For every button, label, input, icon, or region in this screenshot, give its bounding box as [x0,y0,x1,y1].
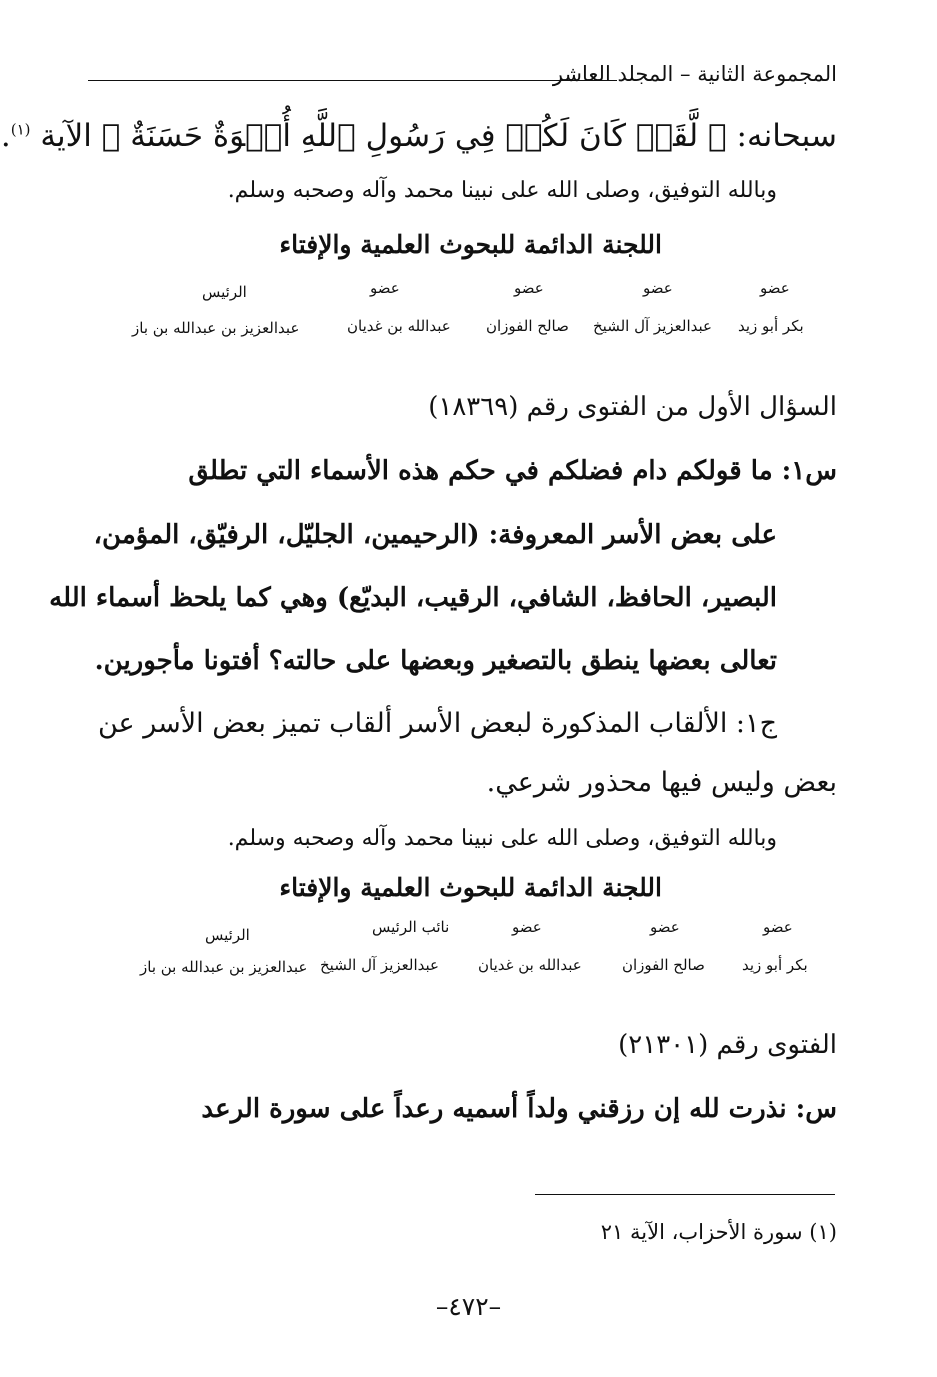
signatory-name: عبدالله بن غديان [478,956,582,974]
question-line: س: نذرت لله إن رزقني ولداً أسميه رعداً على سورة الرعد [201,1094,837,1124]
fatwa-title: السؤال الأول من الفتوى رقم (١٨٣٦٩) [428,392,837,422]
answer-line: ج١: الألقاب المذكورة لبعض الأسر ألقاب تميز بعض الأسر عن [97,708,777,739]
question-line: على بعض الأسر المعروفة: (الرحيمين، الجليّل، الرفيّق، المؤمن، [93,520,777,550]
question-line: س١: ما قولكم دام فضلكم في حكم هذه الأسماء التي تطلق [188,456,837,486]
signatory-name: عبدالعزيز آل الشيخ [593,317,712,335]
closing-formula-1: وبالله التوفيق، وصلى الله على نبينا محمد وآله وصحبه وسلم. [227,178,777,203]
footnote-rule [535,1194,835,1195]
committee-name-2: اللجنة الدائمة للبحوث العلمية والإفتاء [279,873,662,902]
signatory-role: عضو [512,918,542,936]
signatory-name: صالح الفوزان [486,317,569,335]
signatory-role: عضو [643,279,673,297]
page-number: –٤٧٢– [435,1292,502,1321]
signatory-role: عضو [763,918,793,936]
signatory-role: الرئيس [205,926,250,944]
signatory-name: عبدالعزيز آل الشيخ [320,956,439,974]
signatory-role: عضو [514,279,544,297]
committee-name-1: اللجنة الدائمة للبحوث العلمية والإفتاء [279,230,662,259]
fatwa-title: الفتوى رقم (٢١٣٠١) [618,1030,837,1060]
signatory-role: عضو [760,279,790,297]
question-line: البصير، الحافظ، الشافي، الرقيب، البديّع) وهي كما يلحظ أسماء الله [49,583,777,613]
signatory-name: بكر أبو زيد [742,956,808,974]
footnote-ref: (١) [10,120,31,139]
question-line: تعالى بعضها ينطق بالتصغير وبعضها على حالته؟ أفتونا مأجورين. [94,646,777,676]
answer-line: بعض وليس فيها محذور شرعي. [486,767,837,798]
signatory-role: الرئيس [202,283,247,301]
signatory-name: صالح الفوزان [622,956,705,974]
running-header: المجموعة الثانية – المجلد العاشر [552,62,837,86]
quran-verse: سبحانه: ﴿ لَّقَدۡ كَانَ لَكُمۡ فِي رَسُولِ ٱللَّهِ أُسۡوَةٌ حَسَنَةٌ ﴾ الآية [40,118,837,154]
signatory-role: عضو [650,918,680,936]
signatory-role: نائب الرئيس [372,918,450,936]
signatory-name: بكر أبو زيد [738,317,804,335]
quran-citation-line [1,118,837,154]
header-rule [88,80,617,81]
signatory-name: عبدالعزيز بن عبدالله بن باز [140,958,308,976]
signatory-name: عبدالعزيز بن عبدالله بن باز [132,319,300,337]
closing-formula-2: وبالله التوفيق، وصلى الله على نبينا محمد وآله وصحبه وسلم. [227,826,777,851]
signatory-role: عضو [370,279,400,297]
footnote: (١) سورة الأحزاب، الآية ٢١ [600,1220,837,1244]
signatory-name: عبدالله بن غديان [347,317,451,335]
verse-end: . [0,118,11,154]
